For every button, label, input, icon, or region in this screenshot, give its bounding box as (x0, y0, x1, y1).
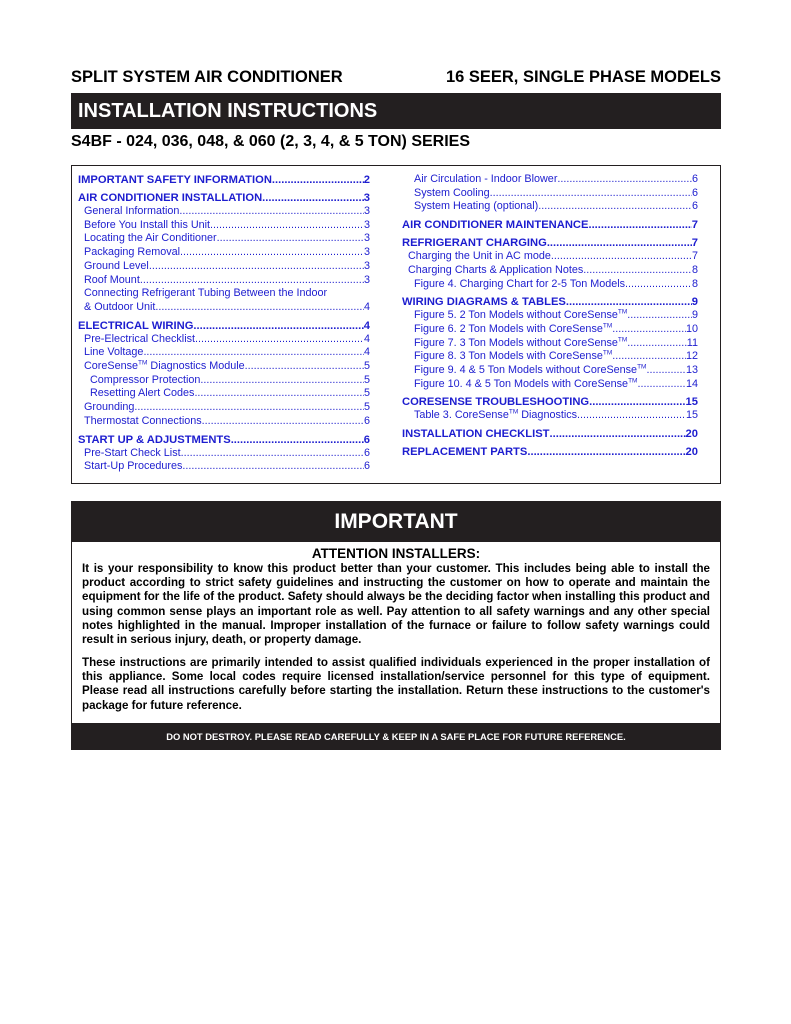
toc-entry[interactable]: Charging Charts & Application Notes ..... 8 (402, 264, 698, 278)
toc-entry[interactable]: INSTALLATION CHECKLIST ..... 20 (402, 427, 698, 441)
toc-entry-wrapped-line[interactable]: Connecting Refrigerant Tubing Between the Indoor (84, 287, 328, 300)
toc-entry[interactable]: Table 3. CoreSense™ Diagnostics ..... 15 (402, 409, 698, 423)
series-heading: S4BF - 024, 036, 048, & 060 (2, 3, 4, & 5 TON) SERIES (71, 133, 470, 150)
toc-entry[interactable]: AIR CONDITIONER MAINTENANCE ..... 7 (402, 218, 698, 232)
toc-entry[interactable]: Charging the Unit in AC mode ..... 7 (402, 250, 698, 264)
toc-entry[interactable]: Start-Up Procedures ..... 6 (78, 460, 370, 474)
toc-entry[interactable]: ELECTRICAL WIRING ..... 4 (78, 319, 370, 333)
toc-entry[interactable]: System Heating (optional) ..... 6 (402, 200, 698, 214)
toc-entry[interactable]: START UP & ADJUSTMENTS ..... 6 (78, 433, 370, 447)
document-header (71, 66, 721, 88)
toc-entry[interactable]: System Cooling ..... 6 (402, 187, 698, 201)
toc-entry[interactable]: CORESENSE TROUBLESHOOTING ..... 15 (402, 395, 698, 409)
toc-entry[interactable]: Figure 5. 2 Ton Models without CoreSense™ ..... 9 (402, 309, 698, 323)
toc-entry[interactable]: Pre-Electrical Checklist ..... 4 (78, 333, 370, 347)
toc-entry[interactable]: CoreSense™ Diagnostics Module ..... 5 (78, 360, 370, 374)
toc-entry[interactable]: Figure 7. 3 Ton Models without CoreSense™ ..... 11 (402, 337, 698, 351)
toc-entry[interactable]: Line Voltage ..... 4 (78, 346, 370, 360)
intended-use-paragraph: These instructions are primarily intended to assist qualified individuals experienced in the proper installation of this appliance. Some local codes require licensed installation/service personnel for this type of equipment. Please read all instructions carefully before starting the installation. Return these instructions to the customer's package for future reference. (82, 656, 710, 712)
toc-entry[interactable]: Packaging Removal ..... 3 (78, 246, 370, 260)
table-of-contents (71, 165, 721, 484)
toc-entry[interactable]: Figure 8. 3 Ton Models with CoreSense™ ..... 12 (402, 350, 698, 364)
toc-entry[interactable]: Resetting Alert Codes ..... 5 (78, 387, 370, 401)
toc-left-column (78, 173, 370, 474)
toc-entry[interactable]: Before You Install this Unit ..... 3 (78, 219, 370, 233)
product-type: SPLIT SYSTEM AIR CONDITIONER (71, 67, 343, 86)
toc-entry[interactable]: Figure 4. Charging Chart for 2-5 Ton Models ..... 8 (402, 278, 698, 292)
toc-entry[interactable]: Ground Level ..... 3 (78, 260, 370, 274)
toc-entry[interactable]: Roof Mount ..... 3 (78, 274, 370, 288)
toc-entry[interactable]: REPLACEMENT PARTS ..... 20 (402, 445, 698, 459)
responsibility-paragraph: It is your responsibility to know this product better than your customer. This includes being able to install the product according to strict safety guidelines and instructing the customer on how to operate and maintain the equipment for the life of the product. Safety should always be the deciding factor when installing this product and using common sense plays an important role as well. Pay attention to all safety warnings and any other special notes highlighted in the manual. Improper installation of the furnace or failure to follow safety warnings could result in serious injury, death, or property damage. (82, 562, 710, 647)
toc-entry[interactable]: & Outdoor Unit ..... 4 (78, 301, 370, 315)
product-rating: 16 SEER, SINGLE PHASE MODELS (445, 67, 721, 86)
toc-entry[interactable]: Grounding ..... 5 (78, 401, 370, 415)
document-title: INSTALLATION INSTRUCTIONS (78, 99, 378, 122)
toc-entry[interactable]: IMPORTANT SAFETY INFORMATION ..... 2 (78, 173, 370, 187)
toc-entry[interactable]: Figure 10. 4 & 5 Ton Models with CoreSense™ ..... 14 (402, 378, 698, 392)
toc-entry[interactable]: REFRIGERANT CHARGING ..... 7 (402, 236, 698, 250)
toc-entry[interactable]: WIRING DIAGRAMS & TABLES ..... 9 (402, 295, 698, 309)
important-notice (71, 501, 721, 750)
attention-subheading: ATTENTION INSTALLERS: (311, 546, 481, 561)
toc-entry[interactable]: Thermostat Connections ..... 6 (78, 415, 370, 429)
toc-entry[interactable]: Figure 6. 2 Ton Models with CoreSense™ ..... 10 (402, 323, 698, 337)
toc-right-column (402, 173, 698, 459)
toc-entry[interactable]: AIR CONDITIONER INSTALLATION ..... 3 (78, 191, 370, 205)
toc-entry[interactable]: General Information ..... 3 (78, 205, 370, 219)
toc-entry[interactable]: Figure 9. 4 & 5 Ton Models without CoreSense™ ..... 13 (402, 364, 698, 378)
do-not-destroy-banner: DO NOT DESTROY. PLEASE READ CAREFULLY & KEEP IN A SAFE PLACE FOR FUTURE REFERENCE. (72, 723, 720, 749)
title-bar (71, 93, 721, 129)
toc-entry[interactable]: Air Circulation - Indoor Blower ..... 6 (402, 173, 698, 187)
important-heading: IMPORTANT (72, 502, 720, 542)
toc-entry[interactable]: Compressor Protection ..... 5 (78, 374, 370, 388)
toc-entry[interactable]: Pre-Start Check List ..... 6 (78, 447, 370, 461)
toc-entry[interactable]: Locating the Air Conditioner ..... 3 (78, 232, 370, 246)
